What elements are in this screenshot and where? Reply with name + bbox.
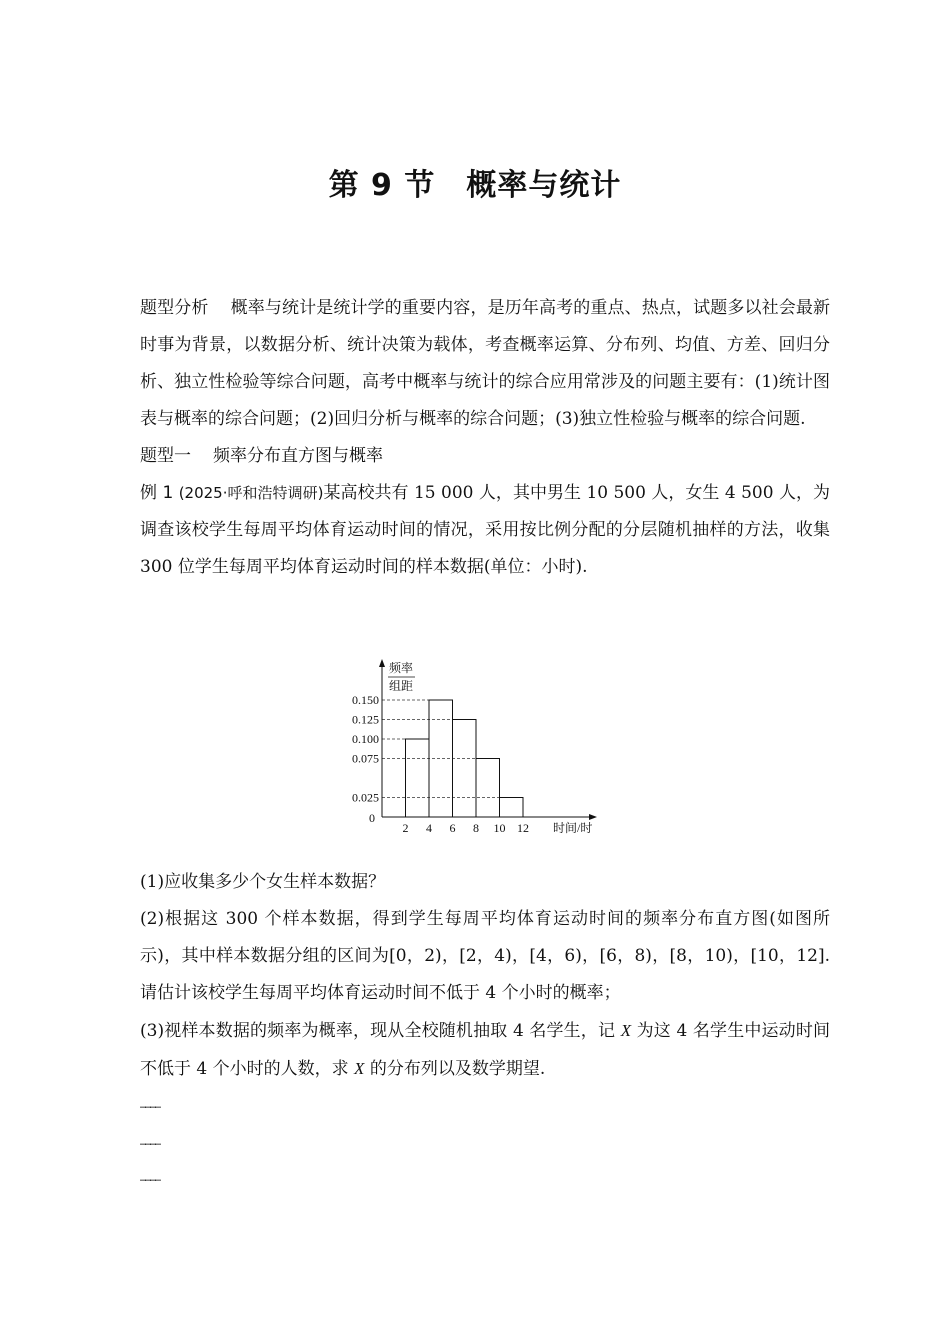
x-axis-arrow <box>589 814 597 820</box>
histogram-bar-3 <box>476 759 500 818</box>
y-axis-arrow <box>379 659 385 667</box>
question-3-part-a: (3)视样本数据的频率为概率，现从全校随机抽取 4 名学生，记 <box>140 1021 621 1041</box>
histogram-svg <box>335 650 610 840</box>
x-tick-labels <box>403 821 530 835</box>
type-one-heading <box>140 438 830 475</box>
y-tick-labels <box>352 693 379 805</box>
x-tick-label: 6 <box>449 821 456 835</box>
question-2: (2)根据这 300 个样本数据，得到学生每周平均体育运动时间的频率分布直方图(如图所示)，其中样本数据分组的区间为[0，2)，[2，4)，[4，6)，[6，8)，[8，10)，[10，12].请估计该校学生每周平均体育运动时间不低于 4 个小时的概率； <box>140 909 830 1003</box>
x-tick-label: 2 <box>402 821 409 835</box>
origin-label: 0 <box>369 811 375 825</box>
question-3-part-b: 为这 4 名学生中运动时间不低于 4 个小时的人数，求 <box>140 1021 830 1079</box>
x-tick-label: 10 <box>493 821 506 835</box>
type-one-label: 题型一 <box>140 446 191 466</box>
example-label: 例 1 <box>140 483 174 503</box>
histogram-bar-2 <box>453 720 477 818</box>
histogram-bar-0 <box>406 739 430 817</box>
histogram-bar-4 <box>500 798 524 818</box>
variable-x: X <box>354 1059 365 1078</box>
questions <box>140 864 830 1088</box>
x-tick-label: 12 <box>517 821 529 835</box>
variable-x: X <box>620 1021 632 1040</box>
question-1: (1)应收集多少个女生样本数据？ <box>140 872 386 892</box>
page-title: 第 9 节 概率与统计 <box>328 168 622 203</box>
answer-line-dots: ………… <box>140 1100 161 1111</box>
x-tick-label: 8 <box>473 821 479 835</box>
problem-intro <box>140 290 830 586</box>
histogram-chart <box>335 650 610 840</box>
x-axis-label: 时间/时 <box>553 821 593 835</box>
y-tick-label: 0.075 <box>352 751 379 766</box>
example-text: 某高校共有 15 000 人，其中男生 10 500 人，女生 4 500 人，为调查该校学生每周平均体育运动时间的情况，采用按比例分配的分层随机抽样的方法，收集 300 位学生每周平均体育运动时间的样本数据(单位：小时). <box>140 483 830 577</box>
example-paragraph <box>140 475 830 586</box>
y-tick-label: 0.025 <box>352 790 379 805</box>
y-label-bottom: 组距 <box>389 679 414 693</box>
answer-line-dots: ………… <box>140 1137 161 1148</box>
type-one-title: 频率分布直方图与概率 <box>213 446 383 466</box>
answer-line-dots: ………… <box>140 1173 161 1184</box>
example-source: (2025·呼和浩特调研) <box>178 484 324 502</box>
analysis-text: 概率与统计是统计学的重要内容，是历年高考的重点、热点，试题多以社会最新时事为背景，以数据分析、统计决策为载体，考查概率运算、分布列、均值、方差、回归分析、独立性检验等综合问题，高考中概率与统计的综合应用常涉及的问题主要有：(1)统计图表与概率的综合问题；(2)回归分析与概率的综合问题；(3)独立性检验与概率的综合问题. <box>140 298 831 429</box>
question-3 <box>140 1012 830 1088</box>
analysis-label: 题型分析 <box>140 298 209 318</box>
analysis-paragraph <box>140 290 830 438</box>
y-tick-label: 0.150 <box>352 693 379 707</box>
x-tick-label: 4 <box>426 821 432 835</box>
y-label-top: 频率 <box>389 661 414 675</box>
question-3-part-c: 的分布列以及数学期望. <box>364 1059 546 1079</box>
y-tick-label: 0.100 <box>352 732 379 746</box>
y-tick-label: 0.125 <box>352 712 379 727</box>
